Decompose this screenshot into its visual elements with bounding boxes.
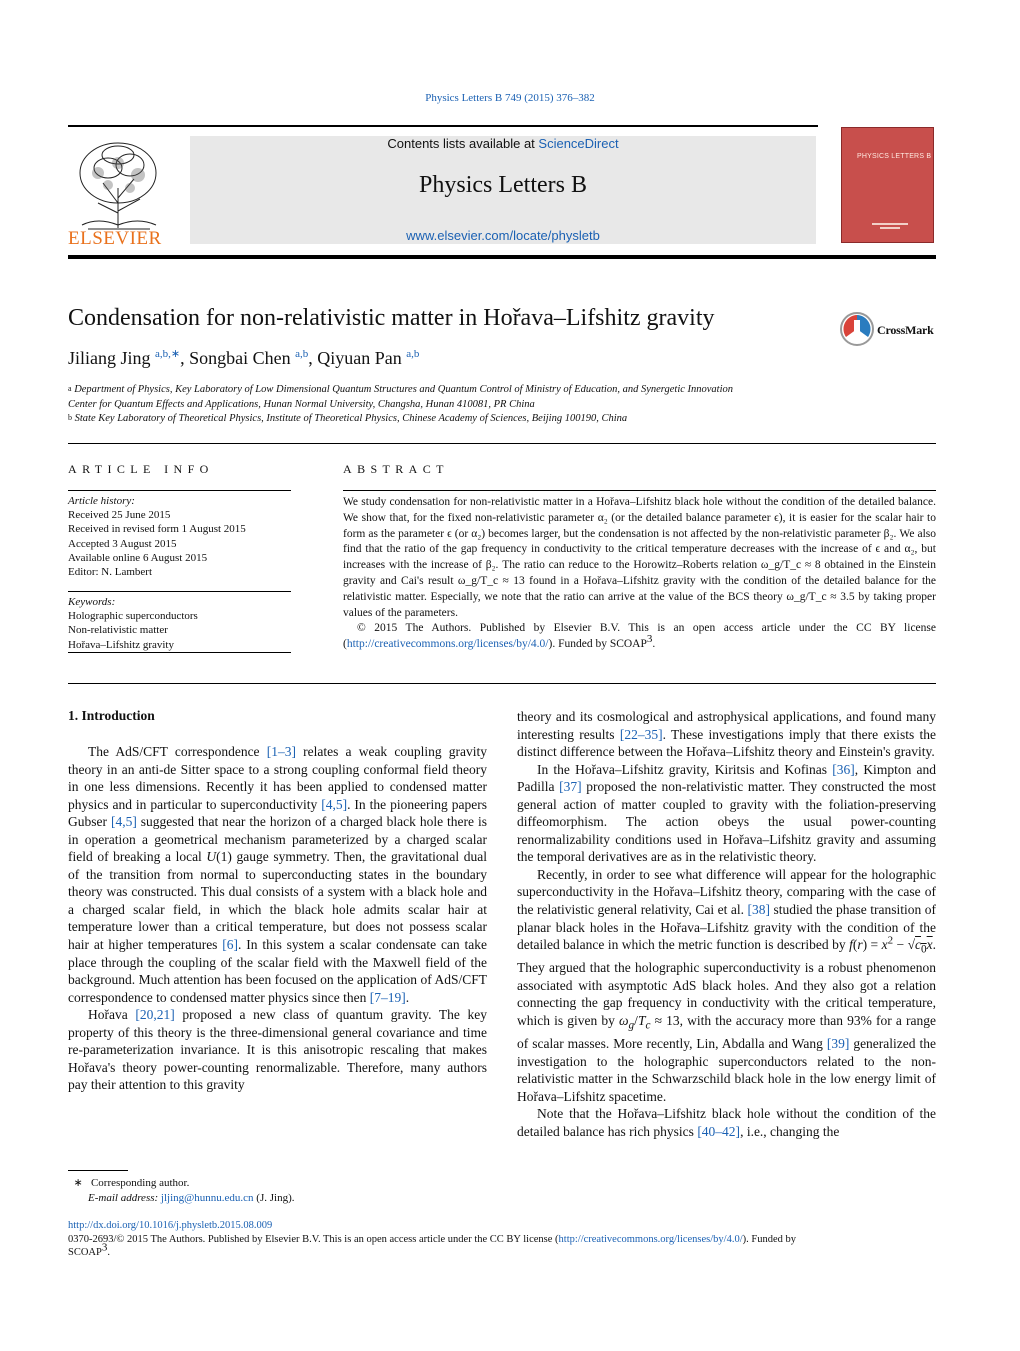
paragraph: The AdS/CFT correspondence [1–3] relates a weak coupling gravity theory in an anti-de Sitter space to a strong coupling conformal field theory in one less dimensions. Recently it has been applied to condensed matter physics and in particular to superconductivity [4,5]. In the pioneering papers Gubser [4,5] suggested that near the horizon of a charged black hole there is in operation a geometrical mechanism parameterized by a charged scalar field of breaking a local U(1) gauge symmetry. Then, the gravitational dual of the transition from normal to superconducting states in the boundary theory was constructed. This dual consists of a system with a black hole and a charged scalar field, in which the black hole admits scalar hair at temperature lower than a critical temperature, but does not possess scalar hair at higher temperatures [6]. In this system a scalar condensate can take place through the coupling of the scalar field with the Maxwell field of the background. Much attention has been focused on the application of AdS/CFT correspondence to condensed matter physics since then [7–19]. (68, 744, 487, 1005)
reference-link[interactable]: [22–35] (619, 726, 663, 742)
history-item: Received in revised form 1 August 2015 (68, 523, 246, 536)
reference-link[interactable]: [4,5] (110, 814, 137, 830)
email-label: E-mail address: (88, 1192, 159, 1204)
author-name: Songbai Chen (189, 348, 291, 368)
article-info-heading: ARTICLE INFO (68, 462, 214, 476)
contents-prefix: Contents lists available at (387, 136, 539, 151)
reference-link[interactable]: [37] (559, 779, 582, 795)
author-list: Jiliang Jing $^{a,b,∗}$, Songbai Chen $^{a,b}$, Qiyuan Pan $^{a,b}$ (68, 348, 420, 368)
footnote-email (68, 1191, 295, 1206)
abstract-heading: ABSTRACT (343, 462, 449, 476)
footnote-rule (68, 1170, 128, 1171)
section-rule (68, 683, 936, 684)
cc-license-link[interactable]: http://creativecommons.org/licenses/by/4.0/ (346, 638, 549, 651)
scoap-text: . (107, 1247, 110, 1258)
header-top-rule (68, 125, 818, 127)
license-text: 0370-2693/© 2015 The Authors. Published by Elsevier B.V. This is an open access article under the CC BY license ( (68, 1233, 559, 1245)
abstract-rule (343, 490, 936, 491)
article-history (68, 494, 246, 579)
abstract-text: We study condensation for non-relativistic matter in a Hořava–Lifshitz black hole without the condition of the detailed balance. We show that, for the fixed non-relativistic parameter α₂ (or the detailed balance parameter ϵ), it is easier for the scalar hair to form as the parameter ϵ (or α₂) becomes larger, but the condensation is not affected by the non-relativistic parameter β₂. We also find that the ratio of the gap frequency in conductivity to the critical temperature decreases with the increase of ϵ and α₂, but increases with the increase of β₂. The ratio can reduce to the Horowitz–Roberts relation ω_g/T_c ≈ 8 obtained in the Einstein gravity and Cai's result ω_g/T_c ≈ 13 found in a Hořava–Lifshitz gravity with the condition of the detailed balance for the relativistic matter. Especially, we note that the ratio can arrive at the value of the BCS theory ω_g/T_c ≈ 3.5 by taking proper values of the parameters. (343, 496, 936, 619)
copyright-text: © 2015 The Authors. Published by Elsevier B.V. This is an open access article under the CC BY license ( (343, 622, 936, 651)
reference-link[interactable]: [1–3] (266, 744, 296, 759)
paragraph: theory and its cosmological and astrophysical applications, and found many interesting results [22–35]. These investigations imply that there exists the distinct difference between the Hořava–Lifshitz theory and Einstein's gravity. (517, 709, 936, 760)
author-name: Jiliang Jing (68, 348, 151, 368)
section-rule (68, 443, 936, 444)
page-footer (68, 1219, 936, 1260)
license-text: ). Funded by (742, 1233, 797, 1245)
reference-link[interactable]: [20,21] (135, 1007, 175, 1023)
author-affiliation-mark[interactable]: a,b (406, 348, 420, 360)
article-info-rule (68, 591, 291, 592)
keyword: Hořava–Lifshitz gravity (68, 638, 174, 651)
affiliation-a-line2: Center for Quantum Effects and Applications, Hunan Normal University, Changsha, Hunan 410081, PR China (68, 399, 535, 410)
abstract-copyright (343, 621, 936, 653)
keywords-label: Keywords: (68, 596, 116, 608)
doi-link[interactable]: http://dx.doi.org/10.1016/j.physletb.2015.08.009 (68, 1220, 273, 1231)
history-item: Available online 6 August 2015 (68, 551, 208, 564)
reference-link[interactable]: [4,5] (321, 796, 348, 812)
article-info-rule (68, 652, 291, 653)
affiliation-mark: b (68, 413, 72, 422)
section-heading-introduction: 1. Introduction (68, 708, 155, 723)
footnote-corresponding (68, 1176, 295, 1191)
scoap-line (68, 1241, 936, 1260)
history-item: Received 25 June 2015 (68, 509, 171, 522)
email-link[interactable]: jljing@hunnu.edu.cn (160, 1192, 254, 1204)
journal-url-link[interactable]: www.elsevier.com/locate/physletb (406, 228, 600, 243)
affiliation-b (68, 413, 627, 424)
keyword: Non-relativistic matter (68, 624, 168, 637)
article-info-rule (68, 490, 291, 491)
footnote-mark: ∗ (73, 1177, 83, 1189)
footnote (68, 1176, 295, 1206)
journal-title: Physics Letters B (419, 172, 587, 198)
history-item: Editor: N. Lambert (68, 566, 153, 579)
reference-link[interactable]: [7–19] (369, 989, 406, 1005)
reference-link[interactable]: [6] (222, 937, 239, 953)
reference-link[interactable]: [38] (747, 902, 771, 918)
author-affiliation-mark[interactable]: a,b (295, 348, 309, 360)
scoap-sup: 3 (646, 633, 653, 646)
history-item: Accepted 3 August 2015 (68, 537, 177, 550)
affiliation-text: Department of Physics, Key Laboratory of Low Dimensional Quantum Structures and Quantum Control of Ministry of Education, and Synergetic Innovation (74, 384, 734, 395)
email-suffix: (J. Jing). (253, 1192, 295, 1204)
footnote-text: Corresponding author. (90, 1177, 190, 1189)
crossmark-label[interactable]: CrossMark (877, 323, 934, 337)
author-name: Qiyuan Pan (317, 348, 402, 368)
header-bottom-rule (68, 255, 936, 259)
crossmark-icon (840, 312, 876, 348)
paper-title: Condensation for non-relativistic matter in Hořava–Lifshitz gravity (68, 305, 715, 331)
author-affiliation-mark[interactable]: a,b,∗ (155, 348, 181, 360)
copyright-text: . (652, 638, 656, 651)
abstract-body (343, 495, 936, 653)
affiliation-mark: a (68, 384, 72, 393)
body-column-left (68, 743, 487, 1094)
keyword: Holographic superconductors (68, 610, 198, 623)
reference-link[interactable]: [39] (826, 1036, 850, 1052)
copyright-text: ). Funded by SCOAP (548, 638, 647, 651)
license-line (68, 1233, 936, 1247)
history-label: Article history: (68, 495, 135, 507)
contents-line (190, 136, 816, 151)
cc-license-link[interactable]: http://creativecommons.org/licenses/by/4.0/ (558, 1233, 743, 1245)
reference-link[interactable]: [40–42] (697, 1123, 741, 1139)
affiliation-a-line1 (68, 384, 733, 395)
journal-citation[interactable]: Physics Letters B 749 (2015) 376–382 (425, 92, 595, 104)
scoap-text: SCOAP (68, 1247, 102, 1258)
reference-link[interactable]: [36] (832, 761, 855, 777)
scoap-sup: 3 (101, 1241, 108, 1254)
paragraph: In the Hořava–Lifshitz gravity, Kiritsis and Kofinas [36], Kimpton and Padilla [37] proposed the non-relativistic matter. They constructed the most general action of matter coupled to gravity with the foliation-preserving diffeomorphism. The action obeys the usual power-counting renormalizability conditions used in Hořava–Lifshitz gravity and assuming the temporal derivatives are as in the relativistic theory. (517, 761, 936, 865)
paragraph: Note that the Hořava–Lifshitz black hole without the condition of the detailed balance has rich physics [40–42], i.e., changing the (517, 1106, 936, 1139)
keywords (68, 595, 198, 652)
cover-title: PHYSICS LETTERS B (857, 153, 932, 160)
paragraph: Hořava [20,21] proposed a new class of quantum gravity. The key property of this theory is the three-dimensional general covariance and time re-parameterization invariance. It is this anisotropic rescaling that makes Hořava's theory power-counting renormalizable. Therefore, many authors pay their attention to this gravity (68, 1007, 487, 1093)
elsevier-wordmark: ELSEVIER (68, 228, 162, 249)
affiliation-text: State Key Laboratory of Theoretical Physics, Institute of Theoretical Physics, Chinese Academy of Sciences, Beijing 100190, China (74, 413, 628, 424)
paragraph: Recently, in order to see what difference will appear for the holographic superconductivity in the Hořava–Lifshitz theory, comparing with the case of the relativistic general relativity, Cai et al. [38] studied the phase transition of planar black holes in the Hořava–Lifshitz gravity with the condition of the detailed balance in which the metric function is described by $f(r) = x^2 - √c_0x$. They argued that the holographic superconductivity is a robust phenomenon associated with asymptotic AdS black holes. And they also got a relation connecting the gap frequency in conductivity with the critical temperature, which is given by $\omega_g/T_c \approx 13$, with the accuracy more than 93% for a range of scalar masses. More recently, Lin, Abdalla and Wang [39] generalized the investigation to the holographic superconductors related to the non-relativistic matter in the Schwarzschild black hole in the low energy limit of Hořava–Lifshitz spacetime. (517, 866, 937, 1104)
body-column-right (517, 708, 936, 1141)
sciencedirect-link[interactable]: ScienceDirect (538, 136, 619, 151)
cover-footer-mark (872, 222, 908, 230)
